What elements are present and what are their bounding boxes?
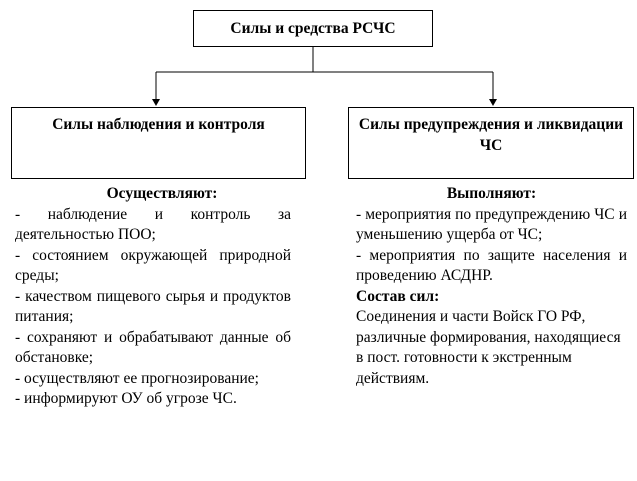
right-arrowhead xyxy=(489,99,497,106)
left-item: - информируют ОУ об угрозе ЧС. xyxy=(15,390,237,407)
right-node xyxy=(348,107,634,179)
right-item: - мероприятия по предупреждению ЧС и уменьшению ущерба от ЧС; xyxy=(356,205,627,243)
left-description-heading: Осуществляют: xyxy=(106,185,218,202)
left-item: - наблюдение и контроль за деятельностью ПОО; xyxy=(15,205,291,243)
composition-heading: Состав сил: xyxy=(356,287,440,305)
root-node xyxy=(193,10,433,47)
left-node-title: Силы наблюдения и контроля xyxy=(52,116,265,133)
left-node xyxy=(11,107,306,179)
right-item: - мероприятия по защите населения и проведению АСДНР. xyxy=(356,246,627,284)
left-description xyxy=(15,184,291,410)
composition-text: Соединения и части Войск ГО РФ, различные формирования, находящиеся в пост. готовности к экстренным действиям. xyxy=(356,308,621,387)
right-description-heading: Выполняют: xyxy=(446,185,537,202)
right-description xyxy=(356,184,627,389)
left-item: - качеством пищевого сырья и продуктов питания; xyxy=(15,287,291,325)
right-node-title: Силы предупреждения и ликвидации ЧС xyxy=(358,116,624,154)
left-item: - сохраняют и обрабатывают данные об обстановке; xyxy=(15,328,291,366)
left-arrowhead xyxy=(152,99,160,106)
left-item: - состоянием окружающей природной среды; xyxy=(15,246,291,284)
left-item: - осуществляют ее прогнозирование; xyxy=(15,369,259,387)
root-node-title: Силы и средства РСЧС xyxy=(230,20,396,37)
